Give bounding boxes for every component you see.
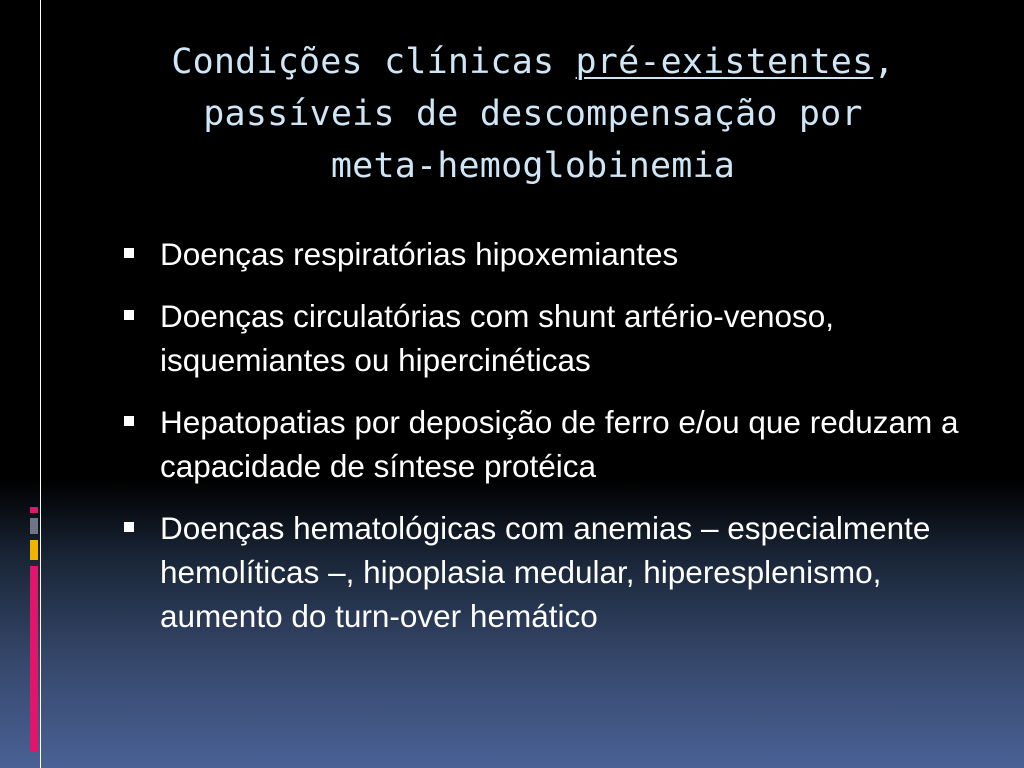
bullet-text: Doenças respiratórias hipoxemiantes [160,236,679,272]
bullet-text: Doenças hematológicas com anemias – especialmente hemolíticas –, hipoplasia medular, hiperesplenismo, aumento do turn-over hemático [160,510,931,634]
square-bullet-icon [124,522,134,532]
title-text-part1: Condições clínicas [171,42,576,82]
square-bullet-icon [124,416,134,426]
title-line-3: meta-hemoglobinemia [330,146,736,186]
slide-title [60,36,1006,192]
bullet-item [120,506,980,638]
accent-bar-pink-long [30,566,38,752]
square-bullet-icon [124,310,134,320]
bullet-text: Doenças circulatórias com shunt artério-venoso, isquemiantes ou hipercinéticas [160,298,835,378]
bullet-item [120,232,980,276]
accent-bar-gray [30,518,38,534]
bullet-item [120,400,980,488]
bullet-text: Hepatopatias por deposição de ferro e/ou que reduzam a capacidade de síntese protéica [160,404,959,484]
title-text-underlined: pré-existentes [575,42,874,82]
title-line-2: passíveis de descompensação por [203,94,863,134]
title-text-part3: , [873,42,895,82]
title-line-1 [60,36,1006,88]
square-bullet-icon [124,248,134,258]
bullet-list [120,232,980,656]
bullet-item [120,294,980,382]
rail-divider-line [40,0,41,768]
accent-bar-pink-top [30,507,38,513]
accent-bar-yellow [30,540,38,560]
